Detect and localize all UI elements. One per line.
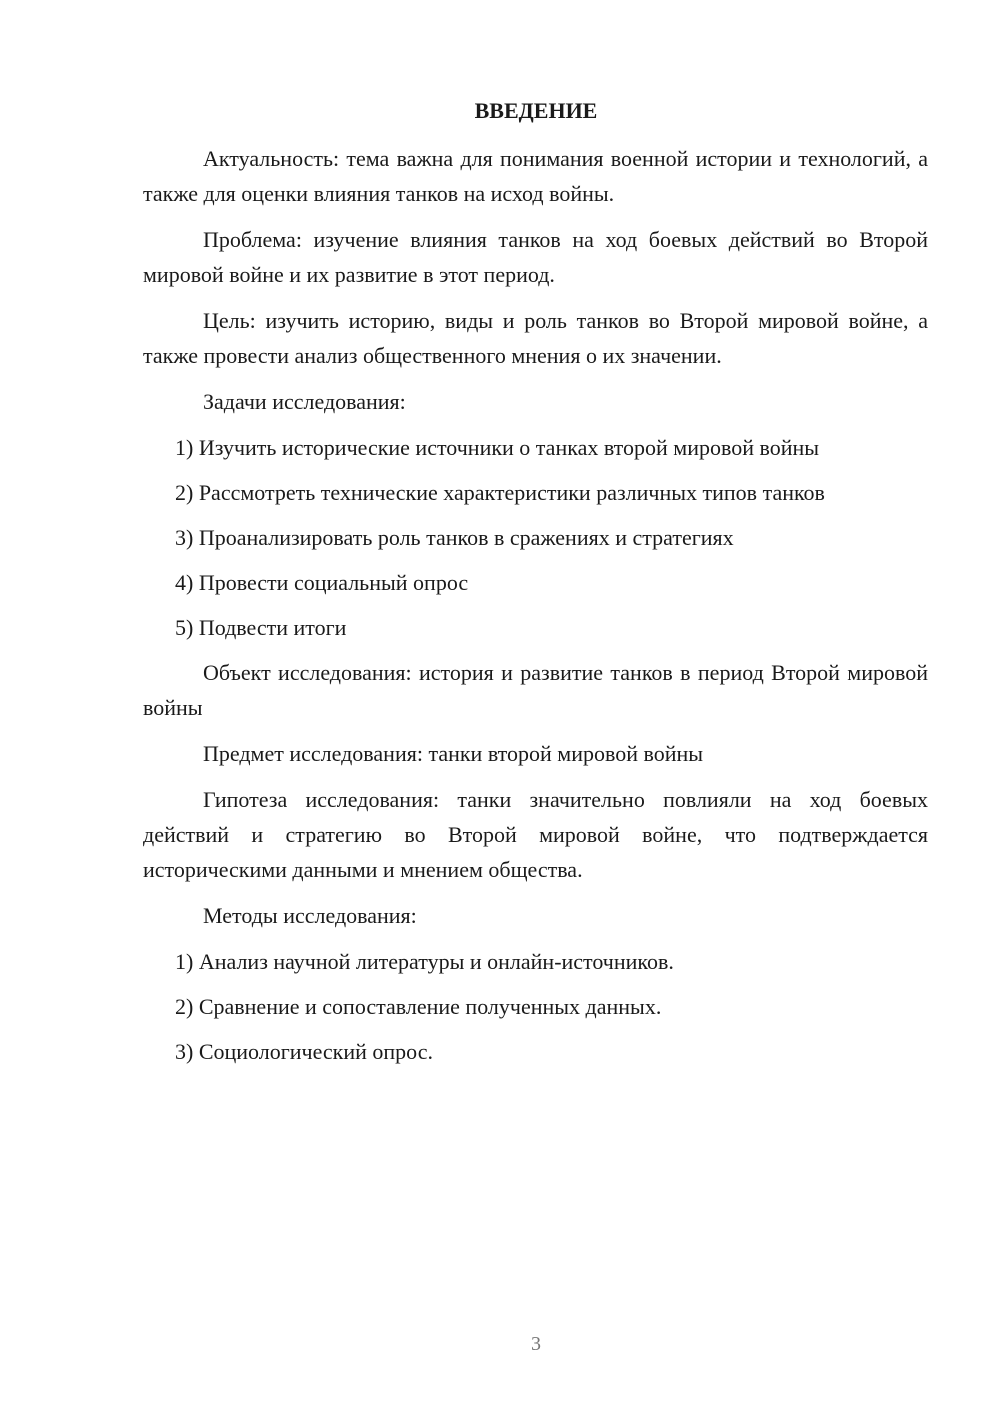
list-item: 3) Проанализировать роль танков в сражениях и стратегиях — [175, 525, 734, 550]
list-item: 2) Сравнение и сопоставление полученных данных. — [175, 994, 662, 1019]
list-item: 3) Социологический опрос. — [175, 1039, 433, 1064]
list-item: 1) Анализ научной литературы и онлайн-источников. — [175, 949, 674, 974]
list-item: 5) Подвести итоги — [175, 615, 347, 640]
relevance-paragraph: Актуальность: тема важна для понимания военной истории и технологий, а также для оценки влияния танков на исход войны. — [143, 146, 928, 206]
tasks-heading: Задачи исследования: — [203, 389, 406, 414]
page-number: 3 — [531, 1333, 541, 1355]
methods-list — [143, 944, 928, 1069]
list-item: 1) Изучить исторические источники о танках второй мировой войны — [175, 435, 820, 460]
hypothesis-paragraph: Гипотеза исследования: танки значительно повлияли на ход боевых действий и стратегию во Второй мировой войне, что подтверждается историческими данными и мнением общества. — [143, 787, 928, 882]
body-text — [143, 141, 928, 1079]
subject-paragraph: Предмет исследования: танки второй мировой войны — [203, 741, 704, 766]
list-item: 2) Рассмотреть технические характеристики различных типов танков — [175, 480, 825, 505]
tasks-list — [143, 430, 928, 645]
object-paragraph: Объект исследования: история и развитие танков в период Второй мировой войны — [143, 660, 928, 720]
list-item: 4) Провести социальный опрос — [175, 570, 469, 595]
goal-paragraph: Цель: изучить историю, виды и роль танков во Второй мировой войне, а также провести анализ общественного мнения о их значении. — [143, 308, 928, 368]
methods-heading: Методы исследования: — [203, 903, 417, 928]
page-title: ВВЕДЕНИЕ — [474, 98, 598, 123]
problem-paragraph: Проблема: изучение влияния танков на ход боевых действий во Второй мировой войне и их развитие в этот период. — [143, 227, 928, 287]
